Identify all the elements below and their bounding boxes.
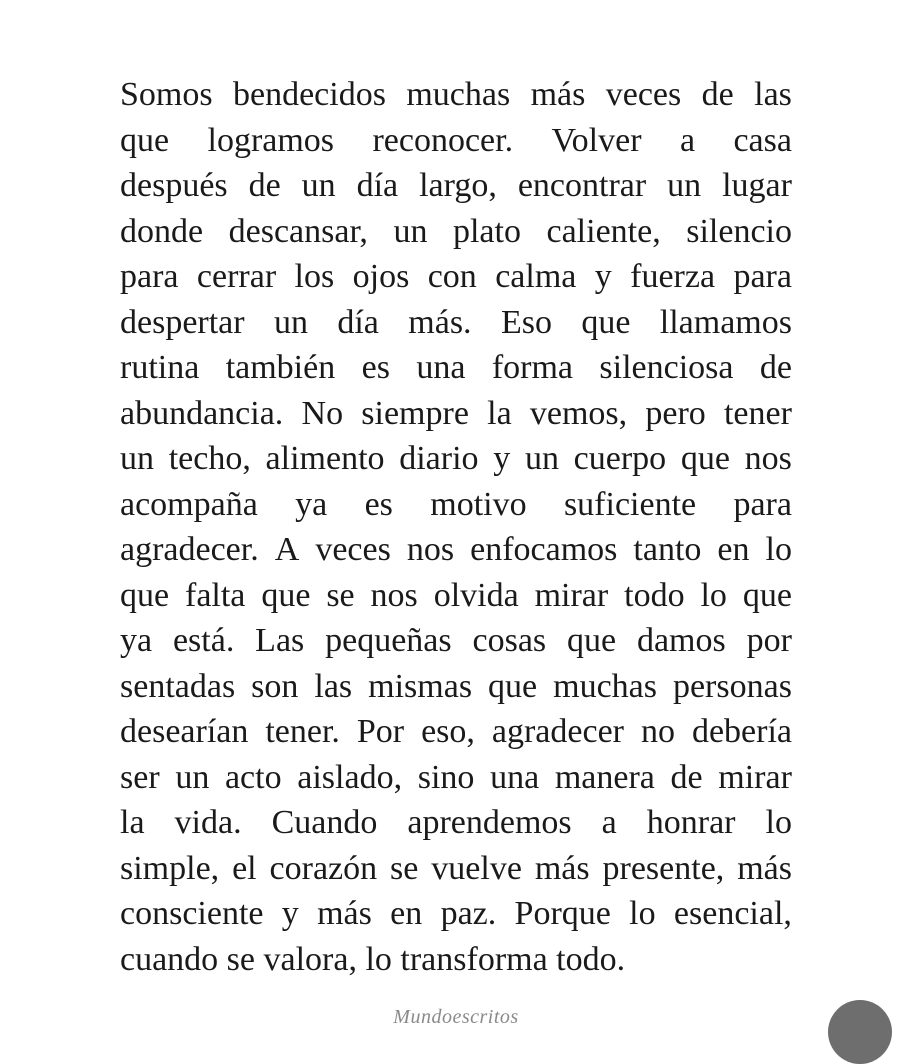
paragraph-line: que falta que se nos olvida mirar todo lo que	[120, 576, 792, 614]
paragraph-line: la vida. Cuando aprendemos a honrar lo	[120, 804, 792, 841]
paragraph-line: agradecer. A veces nos enfocamos tanto en lo	[120, 531, 792, 568]
paragraph-line: abundancia. No siempre la vemos, pero tener	[120, 394, 792, 432]
paragraph-line: rutina también es una forma silenciosa de	[120, 349, 792, 386]
body-paragraph	[120, 72, 792, 982]
paragraph-line: acompaña ya es motivo suficiente para	[120, 485, 792, 523]
paragraph-line: después de un día largo, encontrar un lugar	[120, 167, 792, 204]
paragraph-line: ser un acto aislado, sino una manera de mirar	[120, 758, 792, 796]
paragraph-line: que logramos reconocer. Volver a casa	[120, 121, 792, 159]
scroll-button[interactable]	[828, 1000, 892, 1064]
footer-signature: Mundoescritos	[393, 1006, 519, 1028]
paragraph-line: un techo, alimento diario y un cuerpo que nos	[120, 440, 792, 477]
paragraph-line: donde descansar, un plato caliente, silencio	[120, 212, 792, 250]
paragraph-line: para cerrar los ojos con calma y fuerza para	[120, 258, 792, 295]
paragraph-line: Somos bendecidos muchas más veces de las	[120, 76, 792, 113]
paragraph-line: ya está. Las pequeñas cosas que damos por	[120, 622, 792, 659]
paragraph-line: consciente y más en paz. Porque lo esencial,	[120, 895, 792, 932]
paragraph-line: desearían tener. Por eso, agradecer no debería	[120, 713, 792, 750]
paragraph-line: cuando se valora, lo transforma todo.	[120, 940, 626, 978]
paragraph-line: sentadas son las mismas que muchas personas	[120, 667, 792, 705]
paragraph-line: simple, el corazón se vuelve más presente, más	[120, 849, 792, 887]
paragraph-line: despertar un día más. Eso que llamamos	[120, 303, 792, 341]
